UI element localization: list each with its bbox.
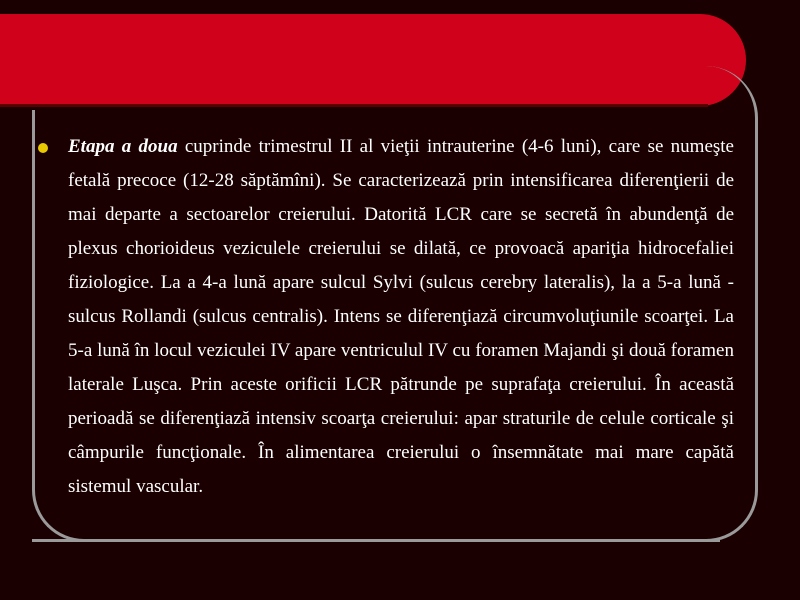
- bullet-icon: [38, 143, 48, 153]
- slide-content: [38, 130, 738, 504]
- bullet-item: [38, 130, 738, 504]
- paragraph-body: cuprinde trimestrul II al vieţii intrauterine (4-6 luni), care se numeşte fetală precoce (12-28 săptămîni). Se caracterizează prin intensificarea diferenţierii de mai departe a sectoarelor creierului. Datorită LCR care se secretă în abundenţă de plexus chorioideus veziculele creierului se dilată, ce provoacă apariţia hidrocefaliei fiziologice. La a 4-a lună apare sulcul Sylvi (sulcus cerebry lateralis), la a 5-a lună - sulcus Rollandi (sulcus centralis). Intens se diferenţiază circumvoluţiunile scoarţei. La 5-a lună în locul veziculei IV apare ventriculul IV cu foramen Majandi şi două foramen laterale Luşca. Prin aceste orificii LCR pătrunde pe suprafaţa creierului. În această perioadă se diferenţiază intensiv scoarţa creierului: apar straturile de celule corticale şi câmpurile funcţionale. În alimentarea creierului o însemnătate mai mare capătă sistemul vascular.: [68, 136, 734, 497]
- slide-frame-bottom: [80, 539, 720, 542]
- paragraph-lead: Etapa a doua: [68, 136, 178, 157]
- bullet-paragraph: [68, 130, 734, 504]
